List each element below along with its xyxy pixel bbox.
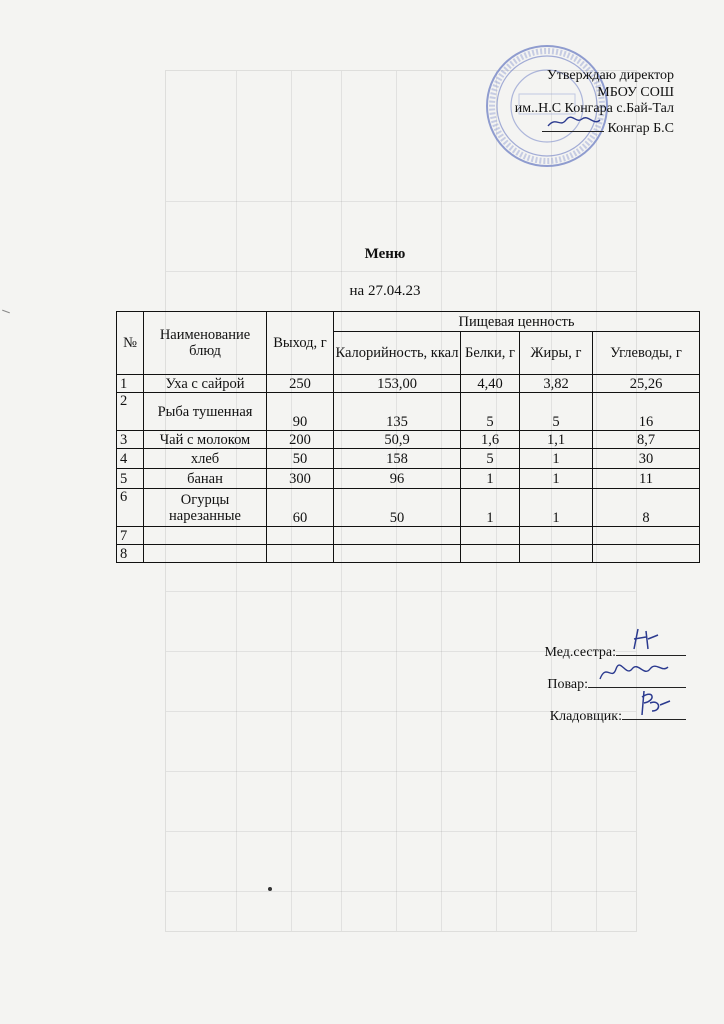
row-proteins	[461, 527, 520, 545]
row-name	[144, 545, 267, 563]
row-num: 1	[117, 375, 144, 393]
margin-mark	[2, 310, 10, 314]
row-proteins: 5	[461, 393, 520, 431]
header-calories: Калорийность, ккал	[334, 332, 461, 375]
row-carbs: 8,7	[593, 431, 700, 449]
row-output	[267, 545, 334, 563]
row-name: хлеб	[144, 449, 267, 469]
row-calories	[334, 545, 461, 563]
row-num: 5	[117, 469, 144, 489]
row-carbs: 11	[593, 469, 700, 489]
row-fats: 5	[520, 393, 593, 431]
row-fats: 1,1	[520, 431, 593, 449]
row-proteins: 1	[461, 489, 520, 527]
row-proteins: 5	[461, 449, 520, 469]
row-calories: 50	[334, 489, 461, 527]
row-name	[144, 527, 267, 545]
approval-line-4	[515, 118, 674, 138]
row-fats	[520, 545, 593, 563]
row-proteins: 1,6	[461, 431, 520, 449]
row-output	[267, 527, 334, 545]
cook-label: Повар:	[547, 677, 588, 692]
row-name: Чай с молоком	[144, 431, 267, 449]
row-carbs: 16	[593, 393, 700, 431]
row-num: 3	[117, 431, 144, 449]
menu-table	[116, 311, 700, 563]
row-num: 7	[117, 527, 144, 545]
row-output: 200	[267, 431, 334, 449]
approval-line-2: МБОУ СОШ	[597, 84, 674, 100]
row-fats: 3,82	[520, 375, 593, 393]
row-calories: 50,9	[334, 431, 461, 449]
row-calories	[334, 527, 461, 545]
row-output: 50	[267, 449, 334, 469]
header-num: №	[117, 312, 144, 375]
row-fats	[520, 527, 593, 545]
approval-block	[515, 68, 674, 137]
row-proteins: 1	[461, 469, 520, 489]
document-date: на 27.04.23	[349, 283, 421, 299]
cook-signature-mark	[596, 657, 676, 687]
header-fats: Жиры, г	[520, 332, 593, 375]
table-row	[117, 449, 700, 469]
nurse-signature-line	[616, 641, 686, 656]
row-output: 90	[267, 393, 334, 431]
row-num: 6	[117, 489, 144, 527]
row-calories: 158	[334, 449, 461, 469]
director-signature-mark	[542, 114, 604, 130]
storekeeper-signature-row	[545, 705, 686, 737]
row-output: 60	[267, 489, 334, 527]
header-proteins: Белки, г	[461, 332, 520, 375]
row-carbs: 30	[593, 449, 700, 469]
row-calories: 153,00	[334, 375, 461, 393]
row-proteins	[461, 545, 520, 563]
table-row	[117, 527, 700, 545]
row-name: банан	[144, 469, 267, 489]
cook-signature-line	[588, 673, 686, 688]
table-row	[117, 545, 700, 563]
row-carbs: 25,26	[593, 375, 700, 393]
row-output: 250	[267, 375, 334, 393]
header-carbs: Углеводы, г	[593, 332, 700, 375]
row-name: Уха с сайрой	[144, 375, 267, 393]
table-row	[117, 489, 700, 527]
row-output: 300	[267, 469, 334, 489]
header-name: Наименование блюд	[144, 312, 267, 375]
row-carbs	[593, 545, 700, 563]
row-num: 4	[117, 449, 144, 469]
storekeeper-signature-mark	[630, 689, 680, 721]
row-name: Огурцы нарезанные	[144, 489, 267, 527]
row-calories: 96	[334, 469, 461, 489]
row-proteins: 4,40	[461, 375, 520, 393]
table-row	[117, 469, 700, 489]
row-fats: 1	[520, 449, 593, 469]
table-row	[117, 393, 700, 431]
row-num: 2	[117, 393, 144, 431]
nurse-label: Мед.сестра:	[544, 645, 616, 660]
storekeeper-label: Кладовщик:	[549, 709, 622, 724]
row-carbs: 8	[593, 489, 700, 527]
row-num: 8	[117, 545, 144, 563]
header-nutrition: Пищевая ценность	[334, 312, 700, 332]
approval-line-1: Утверждаю директор	[546, 68, 674, 83]
row-carbs	[593, 527, 700, 545]
row-fats: 1	[520, 489, 593, 527]
signature-block	[545, 641, 686, 737]
row-name: Рыба тушенная	[144, 393, 267, 431]
table-row	[117, 431, 700, 449]
director-name: Конгар Б.С	[607, 120, 674, 136]
ink-dot	[268, 887, 272, 891]
row-calories: 135	[334, 393, 461, 431]
header-output: Выход, г	[267, 312, 334, 375]
director-signature	[542, 118, 604, 132]
table-row	[117, 375, 700, 393]
storekeeper-signature-line	[622, 705, 686, 720]
document-title: Меню	[364, 246, 406, 262]
nurse-signature-mark	[624, 625, 684, 655]
row-fats: 1	[520, 469, 593, 489]
approval-line-3: им..Н.С Конгара с.Бай-Тал	[514, 101, 674, 116]
